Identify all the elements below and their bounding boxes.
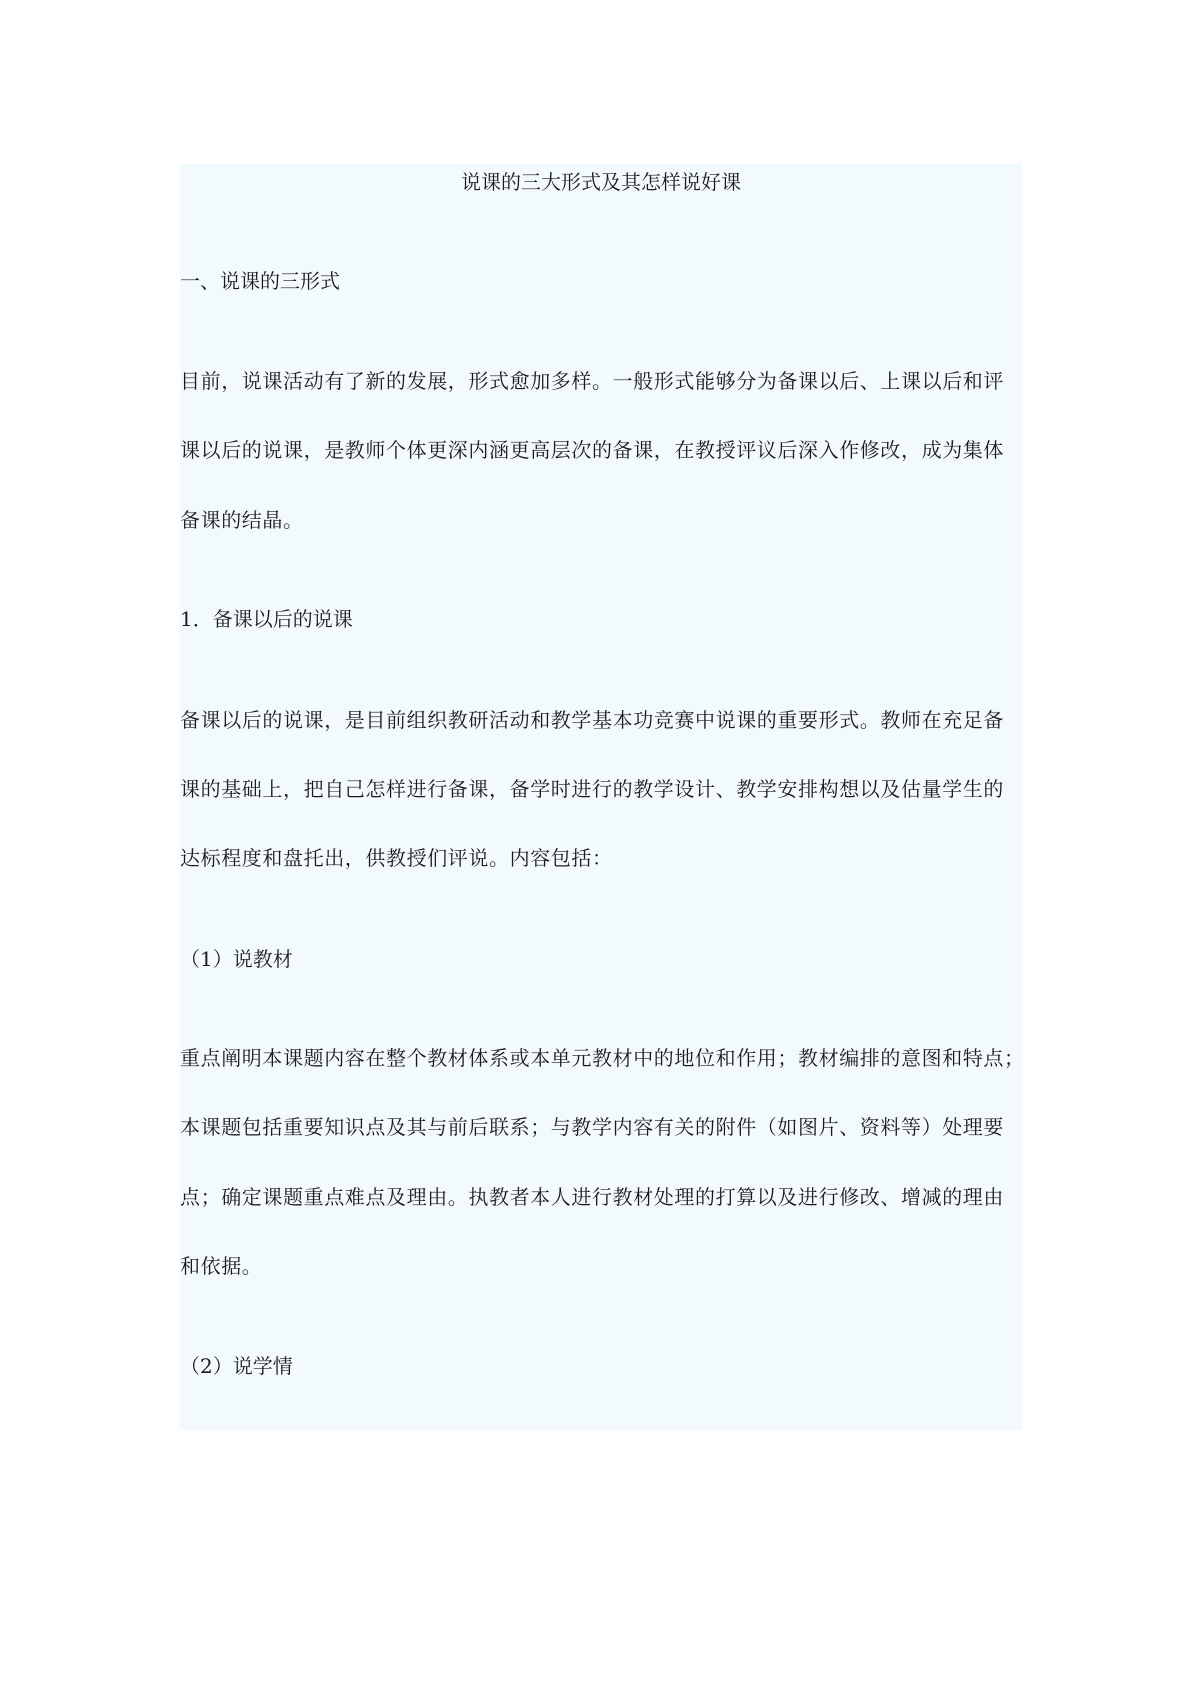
- list-item-heading: （1）说教材: [180, 947, 293, 971]
- paragraph-line: 课的基础上，把自己怎样进行备课，备学时进行的教学设计、教学安排构想以及估量学生的: [180, 777, 1004, 801]
- paragraph-line: 达标程度和盘托出，供教授们评说。内容包括：: [180, 846, 613, 870]
- paragraph-line: 本课题包括重要知识点及其与前后联系；与教学内容有关的附件（如图片、资料等）处理要: [180, 1115, 1004, 1139]
- paragraph-line: 备课的结晶。: [180, 508, 304, 532]
- list-item-heading: （2）说学情: [180, 1354, 293, 1378]
- subheading: 1．备课以后的说课: [180, 607, 353, 631]
- paragraph-line: 点；确定课题重点难点及理由。执教者本人进行教材处理的打算以及进行修改、增减的理由: [180, 1185, 1004, 1209]
- paragraph-line: 目前，说课活动有了新的发展，形式愈加多样。一般形式能够分为备课以后、上课以后和评: [180, 369, 1004, 393]
- paragraph-line: 备课以后的说课，是目前组织教研活动和教学基本功竞赛中说课的重要形式。教师在充足备: [180, 708, 1004, 732]
- section-heading: 一、说课的三形式: [180, 269, 340, 293]
- paragraph-line: 重点阐明本课题内容在整个教材体系或本单元教材中的地位和作用；教材编排的意图和特点；: [180, 1046, 1025, 1070]
- document-title: 说课的三大形式及其怎样说好课: [461, 170, 741, 194]
- paragraph-line: 课以后的说课，是教师个体更深内涵更高层次的备课，在教授评议后深入作修改，成为集体: [180, 438, 1004, 462]
- paragraph-line: 和依据。: [180, 1254, 263, 1278]
